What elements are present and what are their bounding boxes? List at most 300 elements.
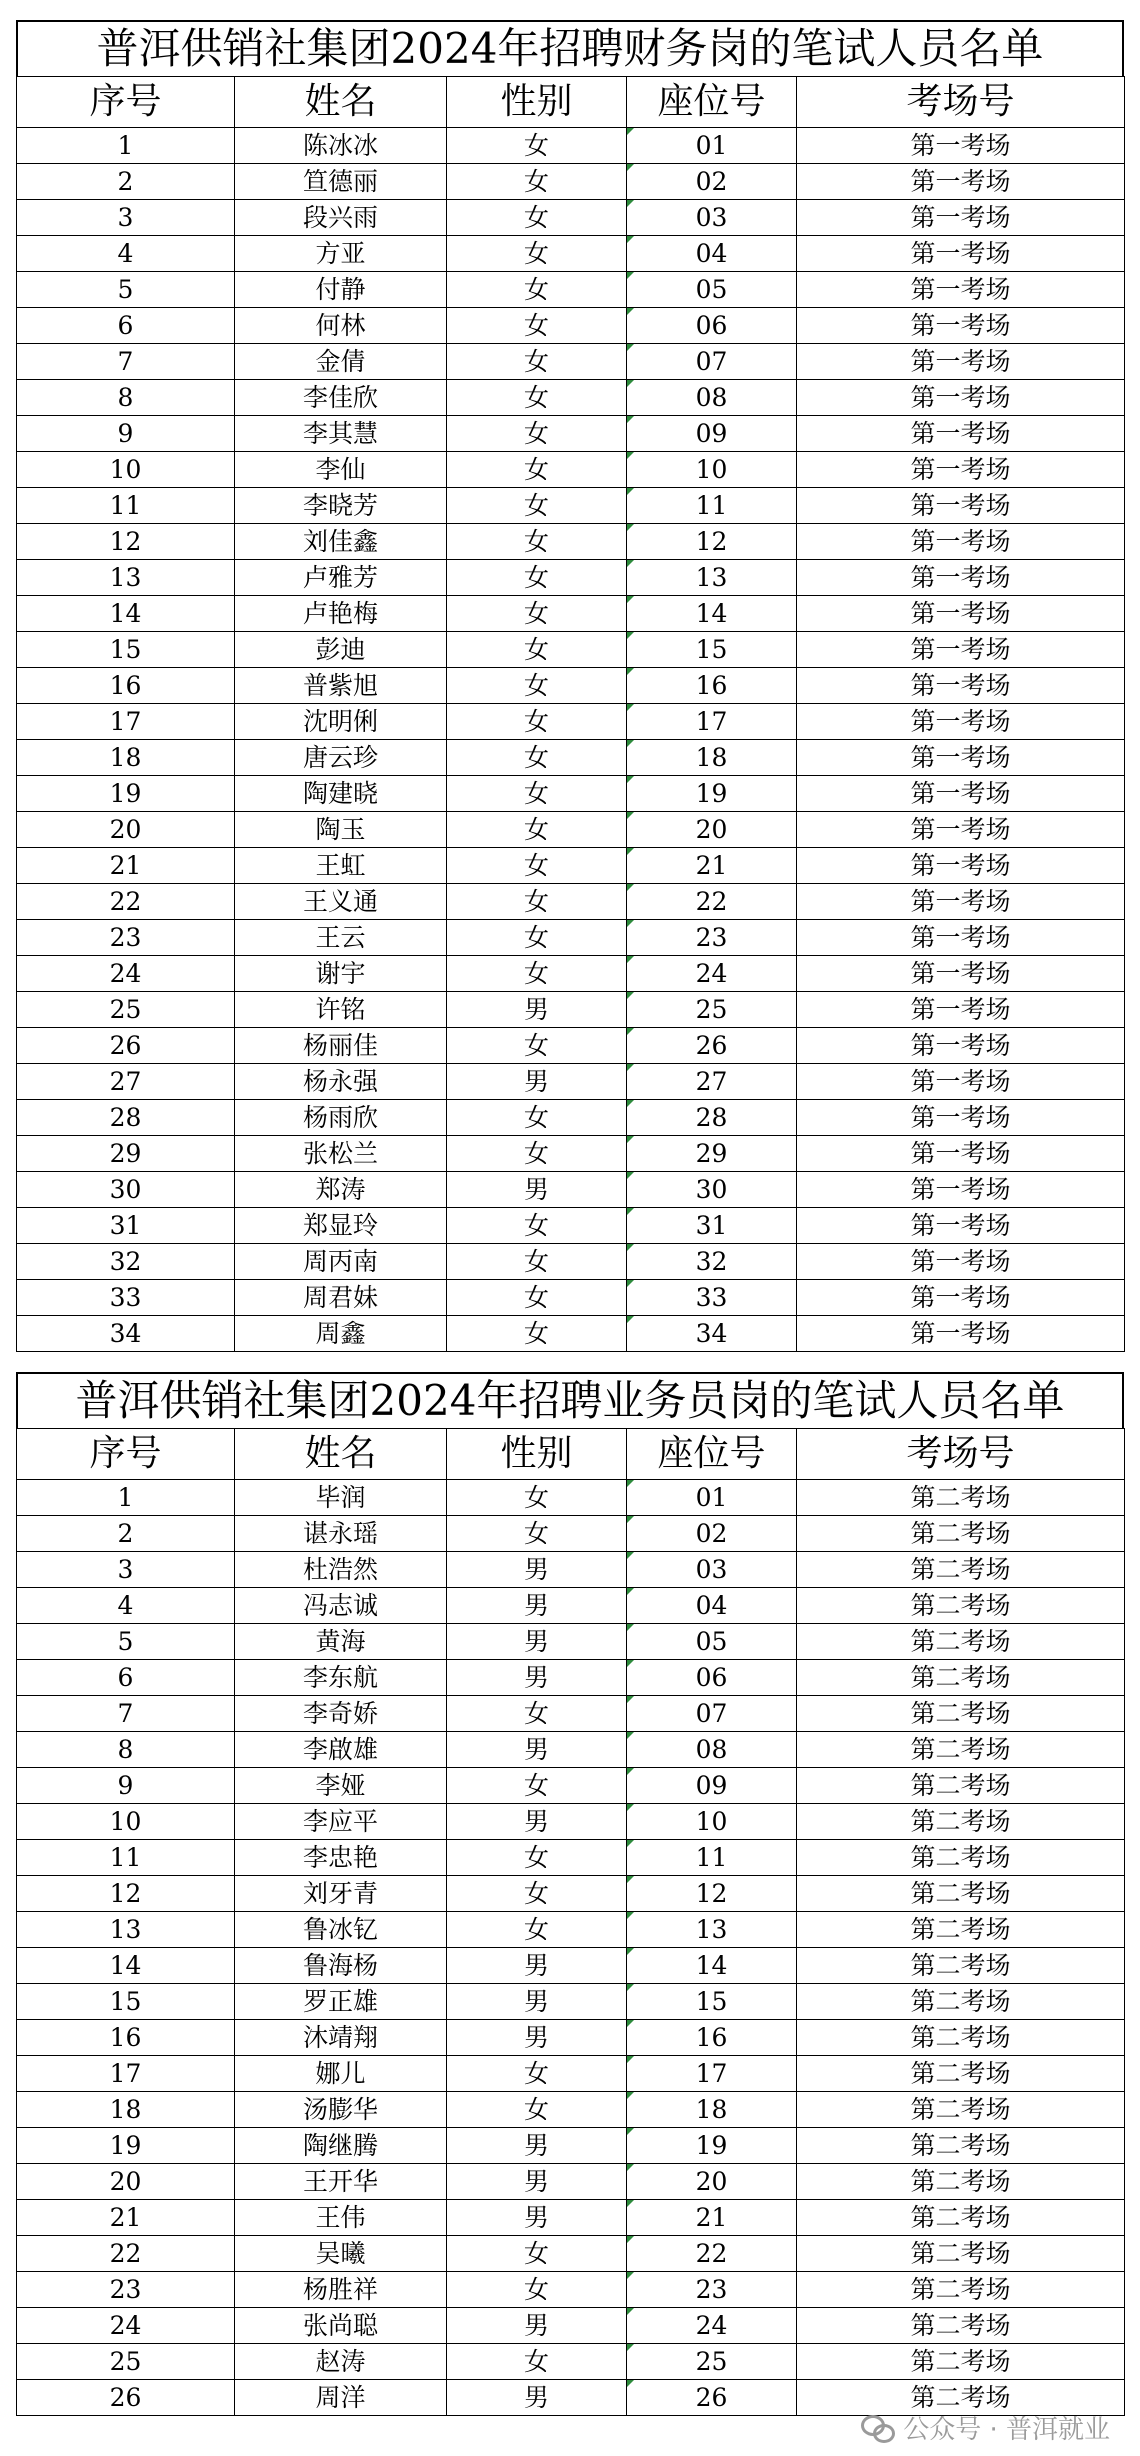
cell-name: 李东航: [235, 1660, 447, 1696]
cell-index: 8: [17, 380, 235, 416]
cell-seat: 08: [627, 380, 797, 416]
cell-room: 第一考场: [797, 1136, 1125, 1172]
cell-room: 第二考场: [797, 2344, 1125, 2380]
cell-index: 13: [17, 560, 235, 596]
watermark: [861, 2409, 1110, 2446]
cell-seat: 33: [627, 1280, 797, 1316]
cell-name: 谢宇: [235, 956, 447, 992]
table-row: [17, 812, 1125, 848]
cell-room: 第一考场: [797, 308, 1125, 344]
cell-room: 第一考场: [797, 812, 1125, 848]
cell-gender: 女: [447, 2092, 627, 2128]
cell-room: 第二考场: [797, 1804, 1125, 1840]
cell-index: 22: [17, 884, 235, 920]
cell-gender: 男: [447, 1064, 627, 1100]
cell-name: 唐云珍: [235, 740, 447, 776]
cell-seat: 16: [627, 2020, 797, 2056]
cell-name: 杨永强: [235, 1064, 447, 1100]
cell-gender: 男: [447, 1732, 627, 1768]
cell-room: 第二考场: [797, 2056, 1125, 2092]
cell-gender: 女: [447, 776, 627, 812]
cell-name: 何林: [235, 308, 447, 344]
cell-seat: 20: [627, 2164, 797, 2200]
cell-index: 6: [17, 308, 235, 344]
cell-room: 第一考场: [797, 884, 1125, 920]
cell-seat: 03: [627, 200, 797, 236]
cell-seat: 18: [627, 740, 797, 776]
cell-name: 李佳欣: [235, 380, 447, 416]
cell-seat: 02: [627, 1516, 797, 1552]
cell-seat: 11: [627, 488, 797, 524]
cell-index: 19: [17, 776, 235, 812]
header-name: 姓名: [235, 1429, 447, 1480]
cell-name: 冯志诚: [235, 1588, 447, 1624]
cell-index: 20: [17, 812, 235, 848]
cell-seat: 07: [627, 1696, 797, 1732]
sales-exam-list: [16, 1372, 1124, 2416]
cell-room: 第二考场: [797, 1984, 1125, 2020]
cell-name: 陈冰冰: [235, 128, 447, 164]
cell-room: 第二考场: [797, 2272, 1125, 2308]
cell-name: 杨雨欣: [235, 1100, 447, 1136]
cell-gender: 女: [447, 236, 627, 272]
cell-room: 第一考场: [797, 1208, 1125, 1244]
cell-seat: 07: [627, 344, 797, 380]
cell-room: 第二考场: [797, 1732, 1125, 1768]
table-row: [17, 632, 1125, 668]
cell-index: 22: [17, 2236, 235, 2272]
cell-room: 第一考场: [797, 1316, 1125, 1352]
cell-gender: 女: [447, 1912, 627, 1948]
cell-name: 周君妹: [235, 1280, 447, 1316]
cell-seat: 06: [627, 308, 797, 344]
cell-index: 5: [17, 272, 235, 308]
cell-seat: 03: [627, 1552, 797, 1588]
candidate-table: [16, 76, 1125, 1352]
header-row: [17, 1429, 1125, 1480]
cell-index: 13: [17, 1912, 235, 1948]
cell-name: 黄海: [235, 1624, 447, 1660]
cell-name: 周鑫: [235, 1316, 447, 1352]
cell-room: 第一考场: [797, 128, 1125, 164]
cell-seat: 01: [627, 1480, 797, 1516]
header-name: 姓名: [235, 77, 447, 128]
table-row: [17, 884, 1125, 920]
cell-room: 第一考场: [797, 848, 1125, 884]
cell-seat: 08: [627, 1732, 797, 1768]
cell-seat: 22: [627, 2236, 797, 2272]
table-row: [17, 2272, 1125, 2308]
table-row: [17, 1316, 1125, 1352]
cell-room: 第一考场: [797, 1172, 1125, 1208]
cell-name: 汤膨华: [235, 2092, 447, 2128]
cell-room: 第二考场: [797, 1768, 1125, 1804]
cell-gender: 女: [447, 1516, 627, 1552]
cell-seat: 19: [627, 776, 797, 812]
table-row: [17, 776, 1125, 812]
cell-room: 第二考场: [797, 2164, 1125, 2200]
header-row: [17, 77, 1125, 128]
cell-name: 杨胜祥: [235, 2272, 447, 2308]
header-room: 考场号: [797, 77, 1125, 128]
table-row: [17, 200, 1125, 236]
cell-index: 18: [17, 740, 235, 776]
cell-room: 第一考场: [797, 704, 1125, 740]
table-row: [17, 1100, 1125, 1136]
cell-gender: 女: [447, 164, 627, 200]
cell-name: 付静: [235, 272, 447, 308]
cell-gender: 男: [447, 2308, 627, 2344]
cell-name: 赵涛: [235, 2344, 447, 2380]
cell-index: 28: [17, 1100, 235, 1136]
cell-gender: 男: [447, 1804, 627, 1840]
cell-gender: 女: [447, 200, 627, 236]
cell-name: 杜浩然: [235, 1552, 447, 1588]
cell-gender: 女: [447, 1136, 627, 1172]
cell-name: 金倩: [235, 344, 447, 380]
cell-room: 第一考场: [797, 488, 1125, 524]
cell-name: 李应平: [235, 1804, 447, 1840]
cell-name: 郑显玲: [235, 1208, 447, 1244]
cell-seat: 09: [627, 416, 797, 452]
cell-name: 鲁海杨: [235, 1948, 447, 1984]
cell-seat: 02: [627, 164, 797, 200]
cell-seat: 17: [627, 704, 797, 740]
cell-gender: 女: [447, 1840, 627, 1876]
cell-name: 王开华: [235, 2164, 447, 2200]
cell-name: 李其慧: [235, 416, 447, 452]
cell-seat: 31: [627, 1208, 797, 1244]
cell-index: 3: [17, 1552, 235, 1588]
cell-index: 32: [17, 1244, 235, 1280]
header-seat: 座位号: [627, 77, 797, 128]
cell-name: 郑涛: [235, 1172, 447, 1208]
header-gender: 性别: [447, 77, 627, 128]
cell-seat: 27: [627, 1064, 797, 1100]
cell-gender: 男: [447, 1984, 627, 2020]
cell-name: 王义通: [235, 884, 447, 920]
cell-gender: 男: [447, 2200, 627, 2236]
cell-gender: 女: [447, 920, 627, 956]
cell-name: 罗正雄: [235, 1984, 447, 2020]
cell-room: 第一考场: [797, 164, 1125, 200]
cell-seat: 15: [627, 1984, 797, 2020]
cell-index: 12: [17, 524, 235, 560]
cell-room: 第一考场: [797, 992, 1125, 1028]
cell-gender: 女: [447, 452, 627, 488]
cell-room: 第一考场: [797, 524, 1125, 560]
cell-index: 26: [17, 2380, 235, 2416]
table-row: [17, 1208, 1125, 1244]
table-row: [17, 452, 1125, 488]
cell-index: 15: [17, 632, 235, 668]
cell-gender: 女: [447, 2236, 627, 2272]
cell-index: 8: [17, 1732, 235, 1768]
cell-room: 第一考场: [797, 560, 1125, 596]
cell-gender: 男: [447, 1552, 627, 1588]
cell-gender: 女: [447, 488, 627, 524]
table-row: [17, 380, 1125, 416]
cell-seat: 10: [627, 452, 797, 488]
cell-gender: 男: [447, 2380, 627, 2416]
cell-room: 第一考场: [797, 1100, 1125, 1136]
cell-seat: 10: [627, 1804, 797, 1840]
finance-exam-list: [16, 20, 1124, 1352]
table-row: [17, 128, 1125, 164]
cell-seat: 04: [627, 236, 797, 272]
table-row: [17, 2344, 1125, 2380]
cell-name: 王云: [235, 920, 447, 956]
cell-seat: 04: [627, 1588, 797, 1624]
cell-index: 7: [17, 1696, 235, 1732]
cell-gender: 男: [447, 1588, 627, 1624]
table-row: [17, 272, 1125, 308]
cell-index: 18: [17, 2092, 235, 2128]
cell-gender: 女: [447, 272, 627, 308]
cell-name: 笪德丽: [235, 164, 447, 200]
cell-room: 第一考场: [797, 1244, 1125, 1280]
cell-room: 第二考场: [797, 1948, 1125, 1984]
cell-gender: 女: [447, 308, 627, 344]
cell-gender: 女: [447, 2344, 627, 2380]
cell-gender: 女: [447, 524, 627, 560]
cell-index: 25: [17, 2344, 235, 2380]
cell-room: 第二考场: [797, 1840, 1125, 1876]
cell-gender: 女: [447, 1876, 627, 1912]
cell-seat: 34: [627, 1316, 797, 1352]
cell-seat: 09: [627, 1768, 797, 1804]
table-row: [17, 1912, 1125, 1948]
cell-index: 34: [17, 1316, 235, 1352]
cell-room: 第二考场: [797, 1480, 1125, 1516]
cell-gender: 女: [447, 632, 627, 668]
cell-name: 卢艳梅: [235, 596, 447, 632]
cell-seat: 14: [627, 596, 797, 632]
cell-gender: 女: [447, 740, 627, 776]
cell-seat: 23: [627, 2272, 797, 2308]
cell-gender: 女: [447, 1244, 627, 1280]
cell-index: 23: [17, 2272, 235, 2308]
cell-name: 段兴雨: [235, 200, 447, 236]
header-index: 序号: [17, 77, 235, 128]
table-title: 普洱供销社集团2024年招聘财务岗的笔试人员名单: [16, 20, 1124, 76]
cell-gender: 女: [447, 128, 627, 164]
cell-seat: 05: [627, 1624, 797, 1660]
cell-index: 10: [17, 1804, 235, 1840]
header-index: 序号: [17, 1429, 235, 1480]
cell-index: 27: [17, 1064, 235, 1100]
cell-seat: 24: [627, 956, 797, 992]
cell-room: 第二考场: [797, 1696, 1125, 1732]
cell-seat: 23: [627, 920, 797, 956]
cell-name: 陶继腾: [235, 2128, 447, 2164]
header-seat: 座位号: [627, 1429, 797, 1480]
cell-room: 第一考场: [797, 668, 1125, 704]
cell-index: 30: [17, 1172, 235, 1208]
cell-gender: 女: [447, 848, 627, 884]
cell-seat: 05: [627, 272, 797, 308]
cell-room: 第二考场: [797, 1876, 1125, 1912]
table-row: [17, 920, 1125, 956]
cell-gender: 女: [447, 2056, 627, 2092]
cell-gender: 女: [447, 2272, 627, 2308]
cell-index: 21: [17, 848, 235, 884]
cell-name: 李奇娇: [235, 1696, 447, 1732]
table-row: [17, 2020, 1125, 2056]
cell-index: 6: [17, 1660, 235, 1696]
cell-index: 14: [17, 1948, 235, 1984]
table-row: [17, 1768, 1125, 1804]
cell-index: 1: [17, 128, 235, 164]
table-row: [17, 956, 1125, 992]
cell-index: 1: [17, 1480, 235, 1516]
cell-index: 11: [17, 1840, 235, 1876]
table-row: [17, 1660, 1125, 1696]
cell-index: 17: [17, 704, 235, 740]
cell-seat: 19: [627, 2128, 797, 2164]
cell-name: 沈明俐: [235, 704, 447, 740]
cell-gender: 男: [447, 1948, 627, 1984]
cell-name: 周洋: [235, 2380, 447, 2416]
cell-seat: 32: [627, 1244, 797, 1280]
table-row: [17, 1516, 1125, 1552]
cell-room: 第二考场: [797, 2380, 1125, 2416]
cell-gender: 女: [447, 596, 627, 632]
cell-gender: 女: [447, 1280, 627, 1316]
cell-index: 9: [17, 1768, 235, 1804]
table-row: [17, 1064, 1125, 1100]
cell-room: 第一考场: [797, 956, 1125, 992]
table-row: [17, 2200, 1125, 2236]
cell-gender: 女: [447, 1768, 627, 1804]
cell-gender: 男: [447, 1624, 627, 1660]
table-row: [17, 1028, 1125, 1064]
cell-gender: 女: [447, 416, 627, 452]
cell-room: 第二考场: [797, 2308, 1125, 2344]
table-row: [17, 1480, 1125, 1516]
cell-index: 31: [17, 1208, 235, 1244]
cell-index: 24: [17, 2308, 235, 2344]
cell-name: 方亚: [235, 236, 447, 272]
cell-room: 第一考场: [797, 632, 1125, 668]
watermark-text: 公众号 · 普洱就业: [903, 2415, 1110, 2445]
table-row: [17, 236, 1125, 272]
cell-room: 第一考场: [797, 920, 1125, 956]
cell-room: 第一考场: [797, 236, 1125, 272]
cell-index: 29: [17, 1136, 235, 1172]
cell-index: 3: [17, 200, 235, 236]
cell-name: 杨丽佳: [235, 1028, 447, 1064]
table-row: [17, 2308, 1125, 2344]
cell-name: 吴曦: [235, 2236, 447, 2272]
cell-seat: 06: [627, 1660, 797, 1696]
cell-index: 11: [17, 488, 235, 524]
cell-gender: 男: [447, 2164, 627, 2200]
cell-index: 10: [17, 452, 235, 488]
table-row: [17, 704, 1125, 740]
cell-gender: 女: [447, 812, 627, 848]
table-row: [17, 848, 1125, 884]
cell-index: 2: [17, 164, 235, 200]
cell-gender: 女: [447, 1696, 627, 1732]
cell-index: 4: [17, 236, 235, 272]
cell-name: 张松兰: [235, 1136, 447, 1172]
cell-seat: 30: [627, 1172, 797, 1208]
cell-gender: 女: [447, 704, 627, 740]
table-row: [17, 2236, 1125, 2272]
table-row: [17, 1948, 1125, 1984]
table-title: 普洱供销社集团2024年招聘业务员岗的笔试人员名单: [16, 1372, 1124, 1428]
cell-gender: 女: [447, 668, 627, 704]
cell-room: 第二考场: [797, 1552, 1125, 1588]
cell-room: 第二考场: [797, 2200, 1125, 2236]
cell-gender: 女: [447, 1316, 627, 1352]
cell-room: 第一考场: [797, 344, 1125, 380]
table-row: [17, 1280, 1125, 1316]
cell-room: 第一考场: [797, 272, 1125, 308]
table-row: [17, 1696, 1125, 1732]
table-row: [17, 1136, 1125, 1172]
cell-index: 16: [17, 2020, 235, 2056]
cell-name: 李忠艳: [235, 1840, 447, 1876]
table-row: [17, 2164, 1125, 2200]
cell-index: 15: [17, 1984, 235, 2020]
cell-name: 陶建晓: [235, 776, 447, 812]
cell-seat: 24: [627, 2308, 797, 2344]
table-row: [17, 164, 1125, 200]
cell-index: 21: [17, 2200, 235, 2236]
table-row: [17, 740, 1125, 776]
cell-index: 16: [17, 668, 235, 704]
header-room: 考场号: [797, 1429, 1125, 1480]
cell-name: 许铭: [235, 992, 447, 1028]
cell-room: 第二考场: [797, 2128, 1125, 2164]
cell-index: 5: [17, 1624, 235, 1660]
header-gender: 性别: [447, 1429, 627, 1480]
cell-name: 李啟雄: [235, 1732, 447, 1768]
table-row: [17, 488, 1125, 524]
cell-seat: 01: [627, 128, 797, 164]
cell-index: 33: [17, 1280, 235, 1316]
table-row: [17, 2056, 1125, 2092]
table-row: [17, 596, 1125, 632]
cell-seat: 25: [627, 2344, 797, 2380]
cell-gender: 男: [447, 2020, 627, 2056]
cell-index: 14: [17, 596, 235, 632]
table-row: [17, 524, 1125, 560]
cell-gender: 男: [447, 992, 627, 1028]
cell-seat: 17: [627, 2056, 797, 2092]
cell-room: 第一考场: [797, 740, 1125, 776]
table-row: [17, 1732, 1125, 1768]
cell-gender: 女: [447, 1480, 627, 1516]
table-row: [17, 308, 1125, 344]
cell-index: 23: [17, 920, 235, 956]
table-row: [17, 1876, 1125, 1912]
cell-index: 24: [17, 956, 235, 992]
table-row: [17, 668, 1125, 704]
table-row: [17, 1552, 1125, 1588]
cell-room: 第一考场: [797, 452, 1125, 488]
cell-seat: 22: [627, 884, 797, 920]
cell-gender: 女: [447, 380, 627, 416]
cell-index: 20: [17, 2164, 235, 2200]
cell-seat: 21: [627, 2200, 797, 2236]
cell-seat: 26: [627, 2380, 797, 2416]
cell-room: 第一考场: [797, 1064, 1125, 1100]
cell-index: 2: [17, 1516, 235, 1552]
cell-seat: 13: [627, 1912, 797, 1948]
